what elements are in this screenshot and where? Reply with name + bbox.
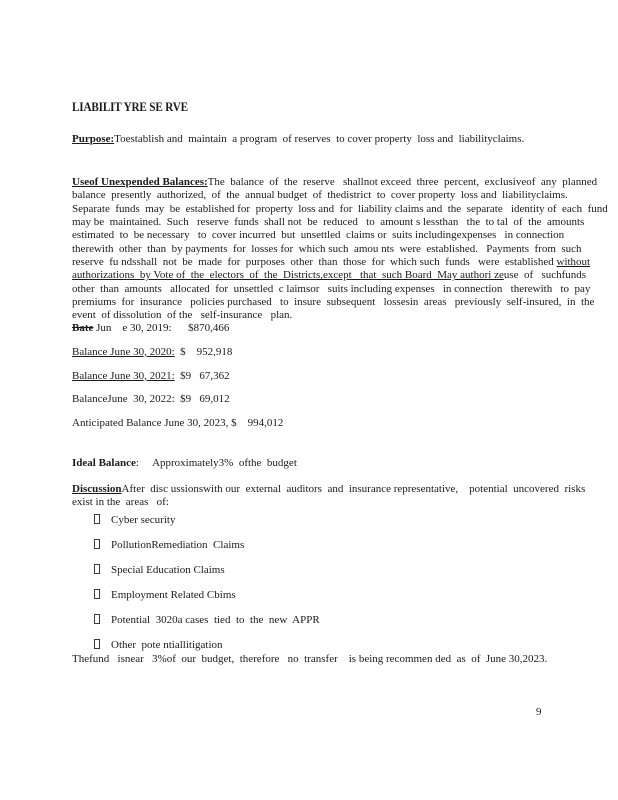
text-line (72, 296, 608, 309)
text-line (72, 393, 283, 417)
text-run: reserve fu ndsshall not be made for purposes other than those for which such funds were established (72, 256, 557, 269)
closing-line: Thefund isnear 3%of our budget, therefore no transfer is being recommen ded as of June 30,2023. (72, 653, 548, 665)
bullet-item (94, 514, 320, 539)
text-line (72, 370, 283, 394)
text-line (72, 483, 585, 496)
text-run: BalanceJune 30, 2022: $9 69,012 (72, 393, 230, 406)
bullet-box-icon (94, 589, 100, 599)
text-run: Discussion (72, 483, 122, 495)
text-line (72, 189, 608, 202)
text-run: Separate funds may be established for property loss and for liability claims and the separate identity of each fund (72, 202, 608, 215)
bullet-item-label: Employment Related Cbims (111, 589, 236, 602)
bullet-box-icon (94, 514, 100, 524)
bullet-item (94, 614, 320, 639)
text-line (72, 176, 608, 189)
text-run: : Approximately3% ofthe budget (135, 457, 297, 469)
text-line (72, 256, 608, 269)
text-line (72, 322, 283, 346)
discussion-paragraph (72, 483, 585, 508)
bullet-item (94, 589, 320, 614)
text-run: The balance of the reserve shallnot exceed three percent, exclusiveof any planned (207, 176, 598, 188)
text-run: event of dissolution of the self-insurance plan. (72, 309, 293, 322)
text-run: premiums for insurance policies purchased to insure subsequent lossesin areas previously self-insured, in the (72, 296, 595, 309)
text-run: authorizations by Vote of the electors of the Districts,except that such Board May authori ze (72, 269, 504, 282)
text-line (72, 496, 585, 509)
text-run: use of suchfunds (503, 269, 587, 282)
text-line (72, 269, 608, 282)
bullet-box-icon (94, 639, 100, 649)
text-run: therewith other than by payments for losses for which such amou nts were established. Payments from such (72, 242, 582, 255)
bullet-item (94, 539, 320, 564)
use-of-unexpended-balances-paragraph (72, 176, 608, 323)
text-run: may be maintained. Such reserve funds shall not be reduced to amount s lessthan the to tal of the amounts (72, 216, 585, 229)
text-run: $ 952,918 (174, 345, 233, 358)
text-run: Useof Unexpended Balances: (72, 176, 208, 188)
text-line (72, 203, 608, 216)
text-run: Purpose: (72, 133, 115, 145)
text-run: Ideal Balance (72, 457, 136, 469)
text-run: Anticipated Balance June 30, 2023, $ 994,012 (72, 417, 284, 430)
bullet-box-icon (94, 539, 100, 549)
text-line (72, 216, 608, 229)
text-line (72, 229, 608, 242)
page-title: LIABILIT YRE SE RVE (72, 99, 188, 114)
text-run: exist in the areas of: (72, 495, 169, 508)
text-run: other than amounts allocated for unsettled c laimsor suits including expenses in connection therewith to pay (72, 282, 591, 295)
bullet-item-label: Potential 3020a cases tied to the new APPR (111, 614, 320, 627)
bullet-box-icon (94, 614, 100, 624)
text-line (72, 243, 608, 256)
text-line (72, 417, 283, 441)
risk-bullet-list (94, 514, 320, 665)
text-line (72, 309, 608, 322)
ideal-balance-line (72, 457, 297, 469)
text-run: estimated to be necessary to cover incurred but unsettled claims or suits includingexpenses in connection (72, 229, 565, 242)
text-run: Toestablish and maintain a program of reserves to cover property loss and liabilityclaims. (114, 133, 525, 145)
purpose-line (72, 133, 524, 145)
text-run: $9 67,362 (174, 369, 230, 382)
text-run: balance presently authorized, of the annual budget of thedistrict to cover property loss and liabilityclaims. (72, 189, 568, 202)
bullet-item-label: Special Education Claims (111, 564, 225, 577)
text-line (72, 346, 283, 370)
bullet-box-icon (94, 564, 100, 574)
bullet-item-label: PollutionRemediation Claims (111, 539, 245, 552)
bullet-item-label: Other pote ntiallitigation (111, 639, 223, 652)
bullet-item-label: Cyber security (111, 514, 176, 526)
text-run: without (556, 256, 591, 269)
page-number: 9 (536, 706, 542, 718)
balance-history-list (72, 322, 283, 441)
text-run: Balance June 30, 2020: (72, 345, 175, 358)
text-line (72, 283, 608, 296)
text-run: Jun e 30, 2019: $870,466 (93, 322, 230, 334)
text-run: Balance June 30, 2021: (72, 369, 175, 382)
text-run: Bate (72, 322, 94, 334)
text-run: After disc ussionswith our external auditors and insurance representative, potential uncovered risks (121, 483, 586, 495)
bullet-item (94, 564, 320, 589)
